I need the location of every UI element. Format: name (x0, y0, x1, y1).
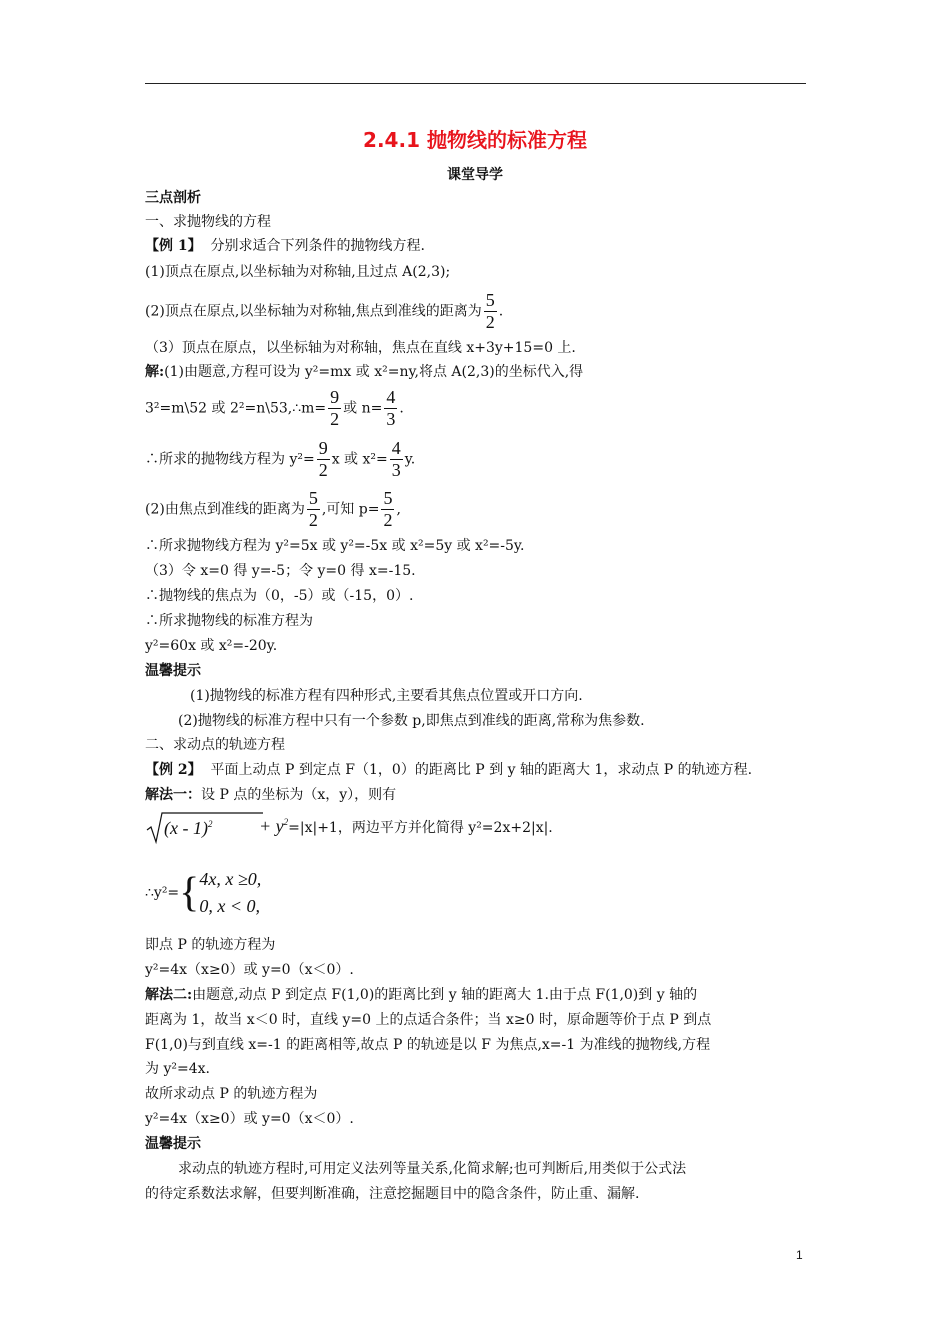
fraction-5-2: $\frac{5}{2}$ (485, 290, 495, 332)
solution1-line2: 3²=m\52 或 2²=n\53,∴m= $\frac{9}{2}$ 或 n= $\frac{4}{3}$ . (145, 387, 404, 429)
example1-label: 【例 1】 (145, 238, 202, 254)
header-rule (145, 83, 806, 84)
example2 (145, 760, 752, 780)
page-title: 2.4.1 抛物线的标准方程 (363, 128, 587, 152)
example1-condition2: (2)顶点在原点,以坐标轴为对称轴,焦点到准线的距离为 $\frac{5}{2}$ . (145, 290, 504, 332)
method1-line4: y²=4x（x≥0）或 y=0（x＜0）. (145, 962, 354, 978)
method1-line1: 解法一：设 P 点的坐标为（x，y），则有 (145, 787, 397, 803)
method2-line4: 为 y²=4x. (145, 1061, 210, 1077)
solution3-line1: （3）令 x=0 得 y=-5；令 y=0 得 x=-15. (145, 563, 416, 579)
tip1-label: 温馨提示 (145, 663, 201, 679)
method1-line3: 即点 P 的轨迹方程为 (145, 937, 276, 953)
solution3-line3: ∴所求抛物线的标准方程为 (145, 613, 313, 629)
example1 (145, 236, 425, 256)
example2-text: 平面上动点 P 到定点 F（1，0）的距离比 P 到 y 轴的距离大 1，求动点 P 的轨迹方程. (210, 762, 753, 778)
page-subtitle: 课堂导学 (447, 167, 503, 183)
fraction-4-3: $\frac{4}{3}$ (386, 387, 396, 429)
method1-piecewise: ∴y²={ 4x, x ≥0, 0, x < 0, (145, 869, 262, 916)
example1-condition3: （3）顶点在原点，以坐标轴为对称轴，焦点在直线 x+3y+15=0 上. (145, 340, 576, 356)
solution3-line2: ∴抛物线的焦点为（0，-5）或（-15，0）. (145, 588, 414, 604)
solution1-line3: ∴所求的抛物线方程为 y²= $\frac{9}{2}$ x 或 x²= $\frac{4}{3}$ y. (145, 438, 416, 480)
brace-icon: { (179, 870, 200, 916)
sqrt-expression: (x - 1)$^2$ (145, 810, 263, 846)
example2-label: 【例 2】 (145, 762, 202, 778)
fraction-9-2: $\frac{9}{2}$ (330, 387, 340, 429)
solution3-line4: y²=60x 或 x²=-20y. (145, 638, 278, 654)
tip1-line1: (1)抛物线的标准方程有四种形式,主要看其焦点位置或开口方向. (190, 688, 583, 704)
example1-text: 分别求适合下列条件的抛物线方程. (210, 238, 425, 254)
solution2-line1: (2)由焦点到准线的距离为 $\frac{5}{2}$ ,可知 p= $\frac{5}{2}$ , (145, 488, 401, 530)
method2-line3: F(1,0)与到直线 x=-1 的距离相等,故点 P 的轨迹是以 F 为焦点,x=-1 为准线的抛物线,方程 (145, 1037, 711, 1053)
method2-line2: 距离为 1，故当 x＜0 时，直线 y=0 上的点适合条件；当 x≥0 时，原命题等价于点 P 到点 (145, 1012, 712, 1028)
method2-line5: 故所求动点 P 的轨迹方程为 (145, 1086, 318, 1102)
section-heading: 三点剖析 (145, 190, 201, 206)
part1-heading: 一、求抛物线的方程 (145, 214, 271, 230)
tip2-line2: 的待定系数法求解，但要判断准确，注意挖掘题目中的隐含条件，防止重、漏解. (145, 1186, 640, 1202)
page-number: 1 (796, 1248, 803, 1262)
method1-line2: (x - 1)$^2$ + $y^2=|x|+1$，两边平方并化简得 y²=2x+2|x|. (145, 808, 553, 846)
tip2-line1: 求动点的轨迹方程时,可用定义法列等量关系,化简求解;也可判断后,用类似于公式法 (178, 1161, 687, 1177)
method2-line1: 解法二:由题意,动点 P 到定点 F(1,0)的距离比到 y 轴的距离大 1.由于点 F(1,0)到 y 轴的 (145, 987, 698, 1003)
solution1-line1: 解:(1)由题意,方程可设为 y²=mx 或 x²=ny,将点 A(2,3)的坐标代入,得 (145, 364, 584, 380)
tip2-label: 温馨提示 (145, 1136, 201, 1152)
example1-condition1: (1)顶点在原点,以坐标轴为对称轴,且过点 A(2,3); (145, 264, 451, 280)
solution2-line2: ∴所求抛物线方程为 y²=5x 或 y²=-5x 或 x²=5y 或 x²=-5y. (145, 538, 525, 554)
method2-line6: y²=4x（x≥0）或 y=0（x＜0）. (145, 1111, 354, 1127)
tip1-line2: (2)抛物线的标准方程中只有一个参数 p,即焦点到准线的距离,常称为焦参数. (178, 713, 645, 729)
part2-heading: 二、求动点的轨迹方程 (145, 737, 285, 753)
